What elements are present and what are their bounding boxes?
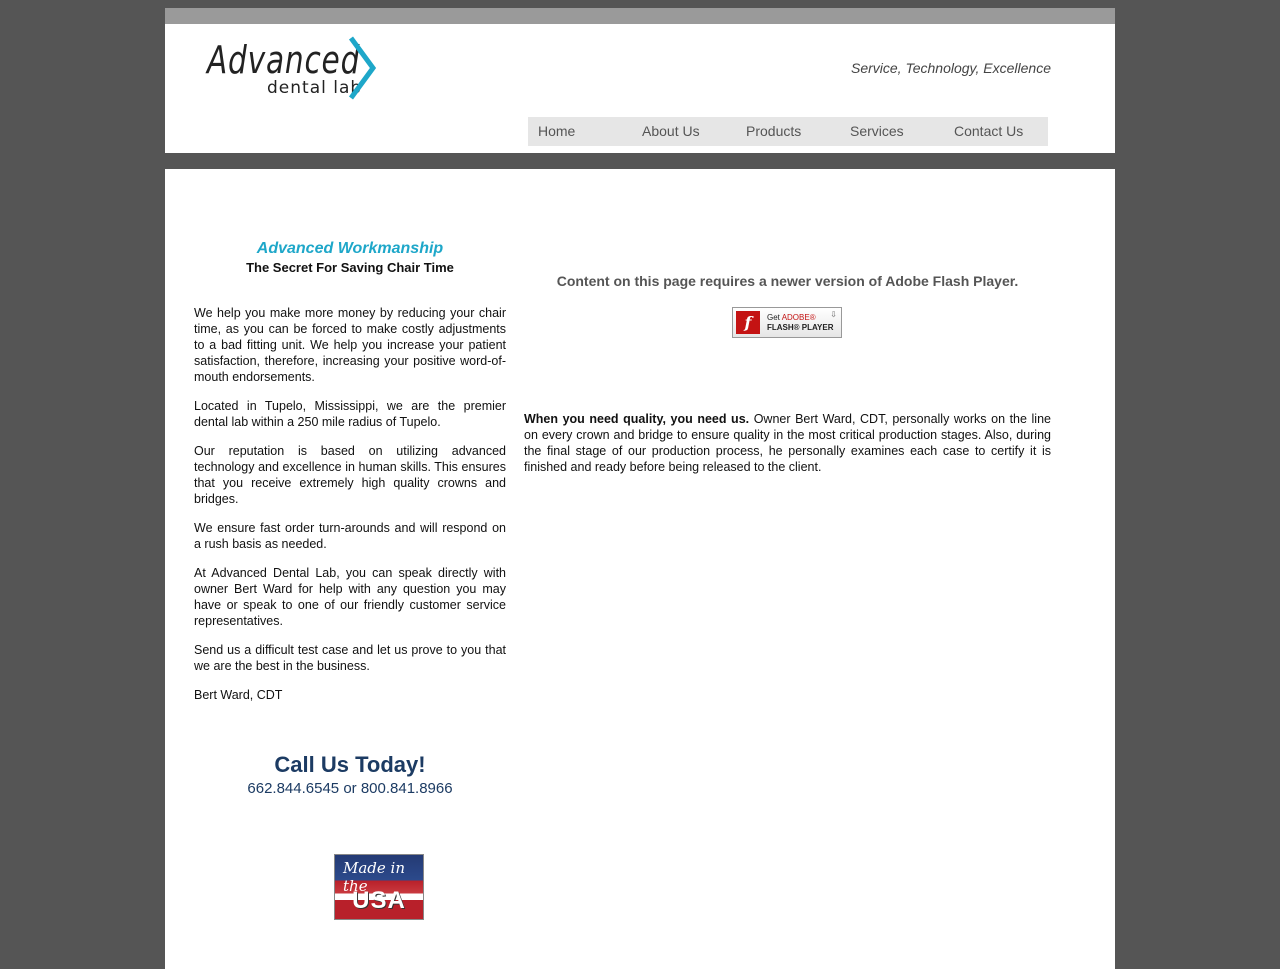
tagline: Service, Technology, Excellence xyxy=(851,60,1051,76)
flash-player-icon: f xyxy=(736,311,760,334)
paragraph: Located in Tupelo, Mississippi, we are the premier dental lab within a 250 mile radius of Tupelo. xyxy=(194,399,506,429)
get-flash-player-button[interactable] xyxy=(732,307,842,338)
nav-item-products[interactable]: Products xyxy=(746,123,802,139)
call-us-banner xyxy=(194,751,506,799)
call-title: Call Us Today! xyxy=(274,752,426,777)
section-subheading: The Secret For Saving Chair Time xyxy=(246,260,454,275)
paragraph: At Advanced Dental Lab, you can speak directly with owner Bert Ward for help with any question you may have or speak to one of our friendly customer service representatives. xyxy=(194,566,506,628)
intro-text xyxy=(194,305,506,716)
paragraph: We ensure fast order turn-arounds and will respond on a rush basis as needed. xyxy=(194,521,506,551)
logo-chevron-icon xyxy=(347,36,391,100)
paragraph: We help you make more money by reducing your chair time, as you can be forced to make costly adjustments to a bad fitting unit. We help you increase your patient satisfaction, therefore, increasing your positive word-of-mouth endorsements. xyxy=(194,306,506,384)
made-in-usa-badge xyxy=(335,855,423,919)
badge-country-text: USA xyxy=(352,887,406,914)
flash-get-text: Get xyxy=(767,313,780,322)
main-content xyxy=(165,169,1115,969)
flash-adobe-text: ADOBE® xyxy=(781,313,816,322)
section-heading: Advanced Workmanship xyxy=(256,240,444,257)
signature: Bert Ward, CDT xyxy=(194,688,283,702)
quality-paragraph xyxy=(524,411,1051,475)
phone-numbers: 662.844.6545 or 800.841.8966 xyxy=(247,780,453,797)
site-header xyxy=(165,24,1115,153)
nav-item-contact-us[interactable]: Contact Us xyxy=(954,123,1024,139)
quality-lead: When you need quality, you need us. xyxy=(524,412,750,426)
top-bar xyxy=(165,8,1115,24)
main-nav xyxy=(528,117,1048,146)
logo-sub-text: dental lab xyxy=(267,78,363,98)
nav-item-about-us[interactable]: About Us xyxy=(642,123,700,139)
badge-made-text: Made in the xyxy=(343,859,406,895)
flash-required-message: Content on this page requires a newer version of Adobe Flash Player. xyxy=(556,273,1019,289)
site-logo[interactable] xyxy=(207,36,397,102)
nav-item-home[interactable]: Home xyxy=(538,123,576,139)
paragraph: Our reputation is based on utilizing advanced technology and excellence in human skills. This ensures that you receive extremely high quality crowns and bridges. xyxy=(194,444,506,506)
paragraph: Send us a difficult test case and let us prove to you that we are the best in the business. xyxy=(194,643,506,673)
nav-item-services[interactable]: Services xyxy=(850,123,904,139)
flash-button-line2: FLASH® PLAYER xyxy=(767,323,834,332)
quality-text: Owner Bert Ward, CDT, personally works on the line on every crown and bridge to ensure quality in the most critical production stages. Also, during the final stage of our production process, he personally examines each case to certify it is finished and ready before being released to the client. xyxy=(524,412,1051,474)
flash-button-line1 xyxy=(767,313,816,322)
download-arrow-icon: ⇩ xyxy=(830,310,837,319)
logo-main-text: Advanced xyxy=(207,38,361,82)
